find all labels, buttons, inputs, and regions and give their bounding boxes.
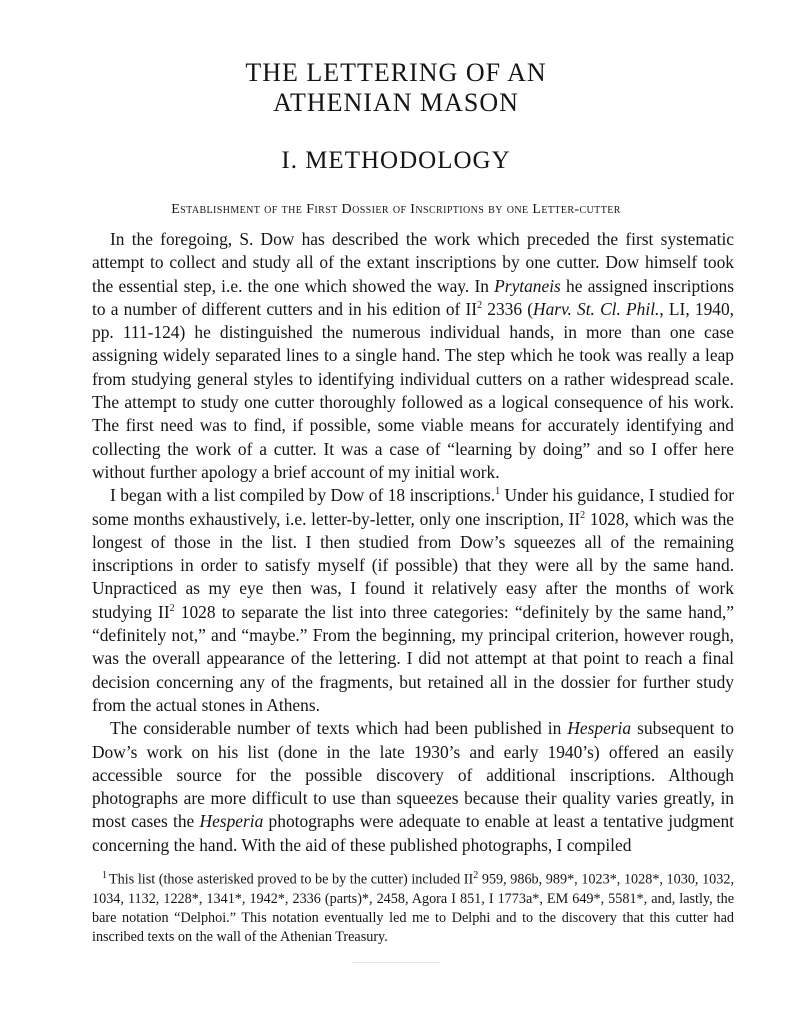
- italic-citation: Harv. St. Cl. Phil.: [533, 298, 660, 319]
- italic-journal: Hesperia: [567, 718, 632, 739]
- text-run: 1028, which was the longest of those in the list. I then studied from Dow’s squeezes all of the remaining inscriptions in order to satisfy myself (if possible) that they were all by the same hand. Unpracticed as my eye then was, I found it relatively easy after the months of work studying II: [92, 508, 734, 622]
- footnote-text: This list (those asterisked proved to be by the cutter) included II: [109, 871, 474, 888]
- page-footer-divider: [352, 962, 440, 963]
- superscript: 2: [473, 870, 479, 881]
- paragraph-1: [92, 228, 734, 484]
- superscript: 2: [580, 509, 586, 521]
- text-run: 1028 to separate the list into three categories: “definitely by the same hand,” “definitely not,” and “maybe.” From the beginning, my principal criterion, however rough, was the overall appearance of the lettering. I did not attempt at that point to reach a final decision concerning any of the fragments, but retained all in the dossier for further study from the actual stones in Athens.: [92, 601, 734, 715]
- footnote-number: 1: [102, 870, 107, 881]
- superscript: 2: [477, 300, 483, 312]
- paragraph-2: [92, 484, 734, 717]
- text-run: , LI, 1940, pp. 111-124) he distinguished the numerous individual hands, in more than one case assigning widely separated lines to a single hand. The step which he took was really a leap from studying general styles to identifying individual cutters on a rather widespread scale. The attempt to study one cutter thoroughly followed as a logical consequence of his work. The first need was to find, if possible, some viable means for accurately identifying and collecting the work of a cutter. It was a case of “learning by doing” and so I offer here without further apology a brief account of my initial work.: [92, 298, 734, 482]
- subsection-heading: Establishment of the First Dossier of Inscriptions by one Letter-cutter: [171, 202, 621, 217]
- text-run: Under his guidance, I studied for some months exhaustively, i.e. letter-by-letter, only one inscription, II: [92, 485, 734, 529]
- article-title-line-2: ATHENIAN MASON: [273, 88, 519, 117]
- text-run: photographs were adequate to enable at least a tentative judgment concerning the hand. With the aid of these published photographs, I compiled: [92, 811, 734, 855]
- section-heading: I. METHODOLOGY: [281, 147, 511, 174]
- text-run: In the foregoing, S. Dow has described the work which preceded the first systematic attempt to collect and study all of the extant inscriptions by one cutter. Dow himself took the essential step, i.e. the one which showed the way. In: [92, 229, 734, 296]
- text-run: he assigned inscriptions to a number of different cutters and in his edition of II: [92, 275, 734, 319]
- text-run: subsequent to Dow’s work on his list (done in the late 1930’s and early 1940’s) offered an easily accessible source for the possible discovery of additional inscriptions. Although photographs are more difficult to use than squeezes because their quality varies greatly, in most cases the: [92, 718, 734, 832]
- text-run: I began with a list compiled by Dow of 18 inscriptions.: [110, 485, 496, 506]
- footnote: [92, 866, 734, 947]
- article-title-line-1: THE LETTERING OF AN: [245, 58, 547, 87]
- footnote-text: 959, 986b, 989*, 1023*, 1028*, 1030, 1032, 1034, 1132, 1228*, 1341*, 1942*, 2336 (parts)*, 2458, Agora I 851, I 1773a*, EM 649*, 5581*, and, lastly, the bare notation “Delphoi.” This notation eventually led me to Delphi and to the discovery that this cutter had inscribed texts on the wall of the Athenian Treasury.: [92, 871, 735, 945]
- text-run: 2336 (: [482, 298, 534, 319]
- superscript: 2: [169, 602, 175, 614]
- italic-title: Prytaneis: [494, 275, 561, 296]
- paragraph-3: [92, 717, 734, 857]
- article-title: [0, 58, 792, 118]
- body-text: [92, 228, 734, 857]
- footnote-reference[interactable]: 1: [495, 486, 501, 498]
- italic-journal: Hesperia: [199, 811, 264, 832]
- text-run: The considerable number of texts which had been published in: [110, 718, 568, 739]
